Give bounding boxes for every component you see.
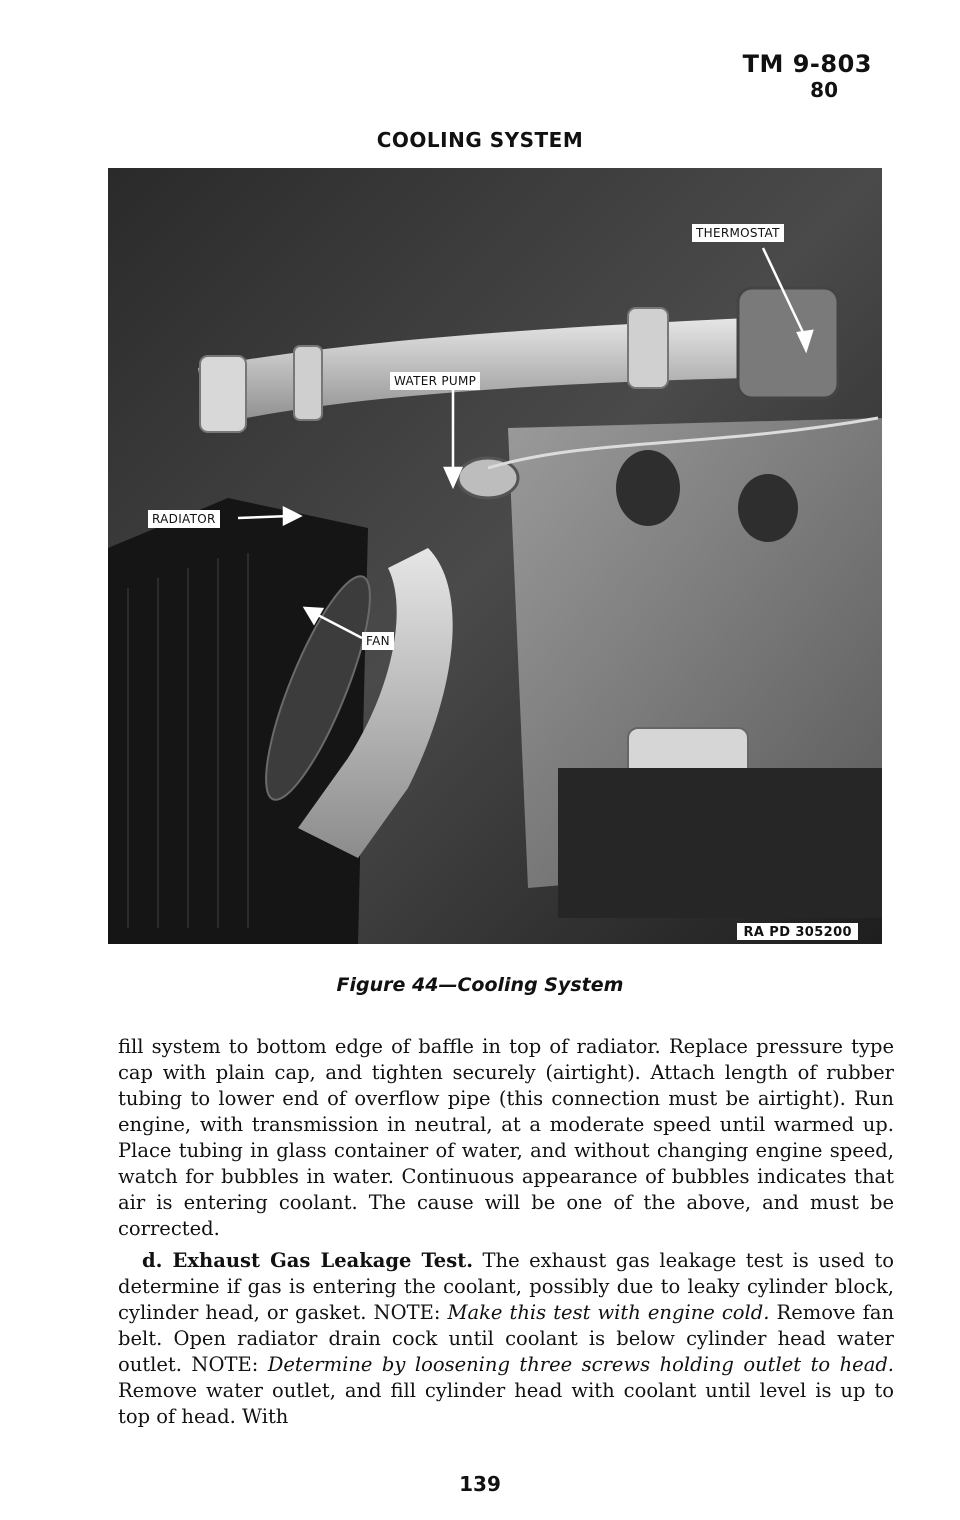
figure-photo xyxy=(108,168,882,944)
paragraph-text-2: Remove fan belt. Open radiator drain cock until coolant is below cylinder head water outlet. NOTE: xyxy=(118,1301,894,1376)
page-number: 139 xyxy=(459,1472,501,1496)
note-text-2: Determine by loosening three screws holding outlet to head. xyxy=(267,1353,895,1376)
paragraph-heading: d. Exhaust Gas Leakage Test. xyxy=(142,1249,473,1272)
radiator-label: RADIATOR xyxy=(148,510,220,528)
hose-clamp-right xyxy=(628,308,668,388)
lower-engine-shadow xyxy=(558,768,882,918)
photo-id: RA PD 305200 xyxy=(737,923,858,940)
note-text-1: Make this test with engine cold. xyxy=(447,1301,770,1324)
figure-caption: Figure 44—Cooling System xyxy=(336,974,624,996)
cylinder-plug-1 xyxy=(616,450,680,526)
fan-label: FAN xyxy=(362,632,394,650)
water-pump-pulley xyxy=(458,458,518,498)
paragraph-continuation: fill system to bottom edge of baffle in top of radiator. Replace pressure type cap with plain cap, and tighten securely (airtight). Attach length of rubber tubing to lower end of overflow pipe (this connection must be airtight). Run engine, with transmission in neutral, at a moderate speed until warmed up. Place tubing in glass container of water, and without changing engine speed, watch for bubbles in water. Continuous appearance of bubbles indicates that air is entering coolant. The cause will be one of the above, and must be corrected. xyxy=(118,1035,894,1240)
thermostat-label: THERMOSTAT xyxy=(692,224,784,242)
page-header xyxy=(743,52,872,100)
paragraph-text-1: The exhaust gas leakage test is used to determine if gas is entering the coolant, possibly due to leaky cylinder block, cylinder head, or gasket. NOTE: xyxy=(118,1249,894,1324)
hose-clamp-left xyxy=(200,356,246,432)
body-text xyxy=(118,1034,894,1436)
tm-number: TM 9-803 xyxy=(742,50,872,78)
hose-clamp-middle xyxy=(294,346,322,420)
thermostat-housing xyxy=(738,288,838,398)
cylinder-plug-2 xyxy=(738,474,798,542)
paragraph-text-3: Remove water outlet, and fill cylinder head with coolant until level is up to top of head. With xyxy=(118,1379,894,1428)
engine-photo-illustration xyxy=(108,168,882,944)
water-pump-label: WATER PUMP xyxy=(390,372,480,390)
section-number: 80 xyxy=(810,78,838,102)
section-title: COOLING SYSTEM xyxy=(376,128,584,152)
paragraph-exhaust-gas-leakage-test xyxy=(118,1248,894,1430)
